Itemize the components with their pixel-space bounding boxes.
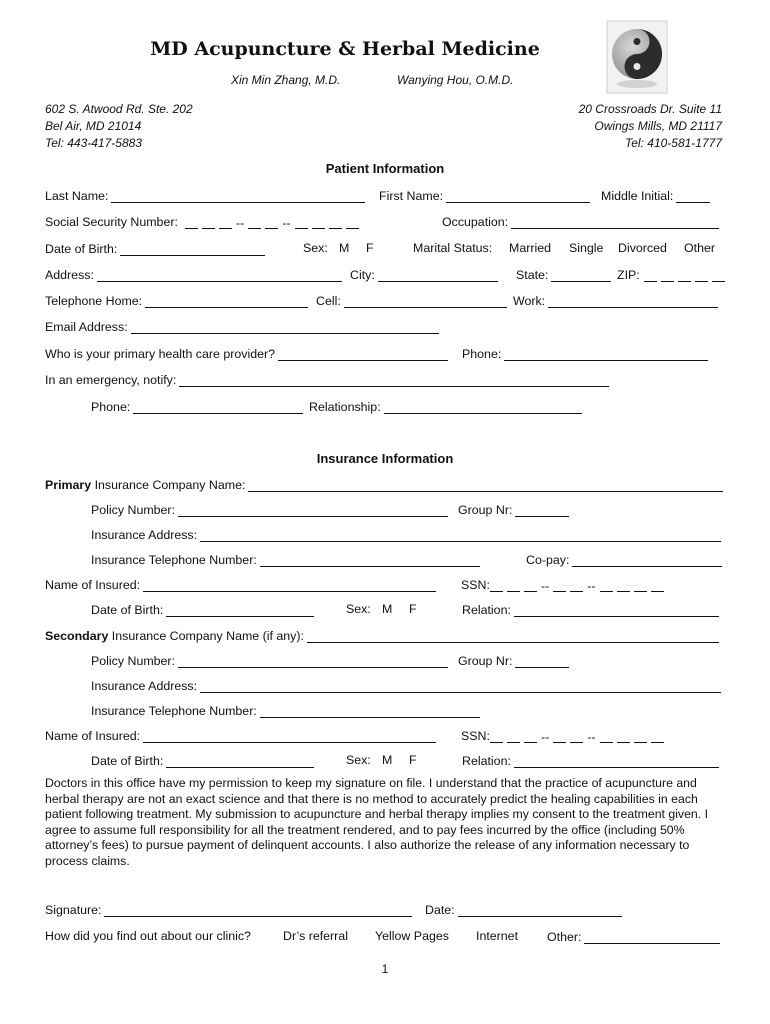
yin-yang-logo-icon bbox=[606, 20, 668, 94]
email-field[interactable] bbox=[45, 318, 439, 334]
patient-info-heading: Patient Information bbox=[325, 161, 445, 176]
primary-label-rest: Insurance Company Name: bbox=[91, 478, 246, 492]
ssn-input[interactable]: -- -- bbox=[185, 213, 363, 229]
dob-label: Date of Birth: bbox=[45, 242, 118, 256]
primary-ssn-label: SSN: bbox=[461, 578, 490, 592]
secondary-insured-sex-f-option[interactable]: F bbox=[409, 753, 417, 767]
secondary-relation-field[interactable] bbox=[462, 752, 719, 768]
ssn-label: Social Security Number: bbox=[45, 215, 178, 229]
primary-group-label: Group Nr: bbox=[458, 503, 513, 517]
work-field[interactable] bbox=[513, 292, 718, 308]
primary-copay-field[interactable] bbox=[526, 551, 722, 567]
secondary-label-rest: Insurance Company Name (if any): bbox=[108, 629, 304, 643]
emergency-relationship-label: Relationship: bbox=[309, 400, 381, 414]
primary-insurance-telephone-field[interactable] bbox=[91, 551, 480, 567]
secondary-ssn-label-wrap bbox=[461, 727, 490, 743]
primary-insured-sex-label: Sex: bbox=[346, 602, 371, 616]
primary-policy-label: Policy Number: bbox=[91, 503, 176, 517]
referral-yellow-pages-option[interactable]: Yellow Pages bbox=[375, 929, 449, 943]
primary-insured-sex-m-option[interactable]: M bbox=[382, 602, 393, 616]
sex-label: Sex: bbox=[303, 241, 328, 255]
work-label: Work: bbox=[513, 294, 546, 308]
secondary-insurance-address-field[interactable] bbox=[91, 677, 721, 693]
emergency-contact-label: In an emergency, notify: bbox=[45, 373, 177, 387]
primary-ins-address-label: Insurance Address: bbox=[91, 528, 198, 542]
dob-field[interactable] bbox=[45, 240, 265, 256]
cell-label: Cell: bbox=[316, 294, 341, 308]
telephone-home-field[interactable] bbox=[45, 292, 308, 308]
primary-ssn-label-wrap bbox=[461, 576, 490, 592]
clinic-title: MD Acupuncture & Herbal Medicine bbox=[150, 38, 540, 60]
primary-insurance-address-field[interactable] bbox=[91, 526, 721, 542]
secondary-policy-label: Policy Number: bbox=[91, 654, 176, 668]
secondary-ssn-input[interactable]: -- -- bbox=[490, 727, 668, 743]
referral-internet-option[interactable]: Internet bbox=[476, 929, 519, 943]
provider-label: Who is your primary health care provider? bbox=[45, 347, 276, 361]
marital-status-label: Marital Status: bbox=[413, 241, 493, 255]
insurance-info-heading: Insurance Information bbox=[316, 451, 454, 466]
secondary-insured-sex-label: Sex: bbox=[346, 753, 371, 767]
sex-m-option[interactable]: M bbox=[339, 241, 350, 255]
last-name-field[interactable] bbox=[45, 187, 365, 203]
zip-field[interactable] bbox=[617, 266, 729, 282]
consent-paragraph: Doctors in this office have my permission to keep my signature on file. I understand that the practice of acupuncture and herbal therapy are not an exact science and that there is no method to accurately predict the healing capabilities in each patient following treatment. My submission to acupuncture and herbal therapy implies my consent to the treatment given. I agree to assume full responsibility for all the treatment rendered, and to pay fees incurred by the office (including 50% attorney’s fees) to pursue payment of delinquent accounts. I also authorize the release of any information necessary to process claims. bbox=[45, 776, 709, 868]
provider-phone-field[interactable] bbox=[462, 345, 708, 361]
primary-label-bold: Primary bbox=[45, 478, 92, 492]
primary-copay-label: Co-pay: bbox=[526, 553, 570, 567]
primary-relation-field[interactable] bbox=[462, 601, 719, 617]
marital-married-option[interactable]: Married bbox=[509, 241, 551, 255]
secondary-ssn-label: SSN: bbox=[461, 729, 490, 743]
primary-insured-dob-label: Date of Birth: bbox=[91, 603, 164, 617]
primary-relation-label: Relation: bbox=[462, 603, 511, 617]
signature-label: Signature: bbox=[45, 903, 102, 917]
secondary-group-nr-field[interactable] bbox=[458, 652, 569, 668]
state-label: State: bbox=[516, 268, 549, 282]
provider-phone-label: Phone: bbox=[462, 347, 502, 361]
page-number: 1 bbox=[381, 962, 389, 976]
marital-other-option[interactable]: Other bbox=[684, 241, 715, 255]
emergency-contact-field[interactable] bbox=[45, 371, 609, 387]
primary-name-of-insured-field[interactable] bbox=[45, 576, 436, 592]
secondary-relation-label: Relation: bbox=[462, 754, 511, 768]
primary-insurance-label bbox=[45, 478, 245, 492]
provider-field[interactable] bbox=[45, 345, 448, 361]
secondary-insurance-company-field[interactable] bbox=[45, 627, 719, 643]
primary-insured-dob-field[interactable] bbox=[91, 601, 314, 617]
marital-single-option[interactable]: Single bbox=[569, 241, 604, 255]
secondary-policy-number-field[interactable] bbox=[91, 652, 448, 668]
sex-f-option[interactable]: F bbox=[366, 241, 374, 255]
emergency-relationship-field[interactable] bbox=[309, 398, 582, 414]
primary-insured-sex-f-option[interactable]: F bbox=[409, 602, 417, 616]
secondary-insured-label: Name of Insured: bbox=[45, 729, 141, 743]
first-name-label: First Name: bbox=[379, 189, 444, 203]
ssn-label-wrap bbox=[45, 213, 178, 229]
signature-date-field[interactable] bbox=[425, 901, 622, 917]
emergency-phone-field[interactable] bbox=[91, 398, 303, 414]
doctor-zhang: Xin Min Zhang, M.D. bbox=[231, 73, 341, 87]
last-name-label: Last Name: bbox=[45, 189, 109, 203]
marital-divorced-option[interactable]: Divorced bbox=[618, 241, 667, 255]
address-label: Address: bbox=[45, 268, 94, 282]
primary-group-nr-field[interactable] bbox=[458, 501, 569, 517]
primary-insurance-company-field[interactable] bbox=[45, 476, 723, 492]
referral-other-field[interactable] bbox=[547, 928, 720, 944]
cell-field[interactable] bbox=[316, 292, 507, 308]
secondary-insured-dob-field[interactable] bbox=[91, 752, 314, 768]
secondary-insurance-telephone-field[interactable] bbox=[91, 702, 480, 718]
emergency-phone-label: Phone: bbox=[91, 400, 131, 414]
occupation-field[interactable] bbox=[442, 213, 719, 229]
primary-policy-number-field[interactable] bbox=[91, 501, 448, 517]
referral-drs-option[interactable]: Dr’s referral bbox=[283, 929, 348, 943]
primary-ins-tel-label: Insurance Telephone Number: bbox=[91, 553, 257, 567]
secondary-insurance-label bbox=[45, 629, 304, 643]
address-field[interactable] bbox=[45, 266, 342, 282]
signature-date-label: Date: bbox=[425, 903, 455, 917]
secondary-insured-sex-m-option[interactable]: M bbox=[382, 753, 393, 767]
doctor-hou: Wanying Hou, O.M.D. bbox=[397, 73, 514, 87]
middle-initial-field[interactable] bbox=[601, 187, 710, 203]
zip-label: ZIP: bbox=[617, 268, 640, 282]
city-label: City: bbox=[350, 268, 375, 282]
secondary-group-label: Group Nr: bbox=[458, 654, 513, 668]
secondary-ins-address-label: Insurance Address: bbox=[91, 679, 198, 693]
secondary-label-bold: Secondary bbox=[45, 629, 109, 643]
secondary-name-of-insured-field[interactable] bbox=[45, 727, 436, 743]
email-label: Email Address: bbox=[45, 320, 128, 334]
primary-ssn-input[interactable]: -- -- bbox=[490, 576, 668, 592]
signature-field[interactable] bbox=[45, 901, 412, 917]
referral-other-label: Other: bbox=[547, 930, 582, 944]
first-name-field[interactable] bbox=[379, 187, 590, 203]
office-bel-air: 602 S. Atwood Rd. Ste. 202 Bel Air, MD 21014 Tel: 443-417-5883 bbox=[45, 102, 193, 150]
middle-initial-label: Middle Initial: bbox=[601, 189, 674, 203]
office-owings-mills: 20 Crossroads Dr. Suite 11 Owings Mills, MD 21117 Tel: 410-581-1777 bbox=[578, 102, 722, 150]
secondary-ins-tel-label: Insurance Telephone Number: bbox=[91, 704, 257, 718]
state-field[interactable] bbox=[516, 266, 611, 282]
telephone-home-label: Telephone Home: bbox=[45, 294, 143, 308]
secondary-insured-dob-label: Date of Birth: bbox=[91, 754, 164, 768]
occupation-label: Occupation: bbox=[442, 215, 509, 229]
primary-insured-label: Name of Insured: bbox=[45, 578, 141, 592]
city-field[interactable] bbox=[350, 266, 498, 282]
referral-question: How did you find out about our clinic? bbox=[45, 929, 251, 943]
